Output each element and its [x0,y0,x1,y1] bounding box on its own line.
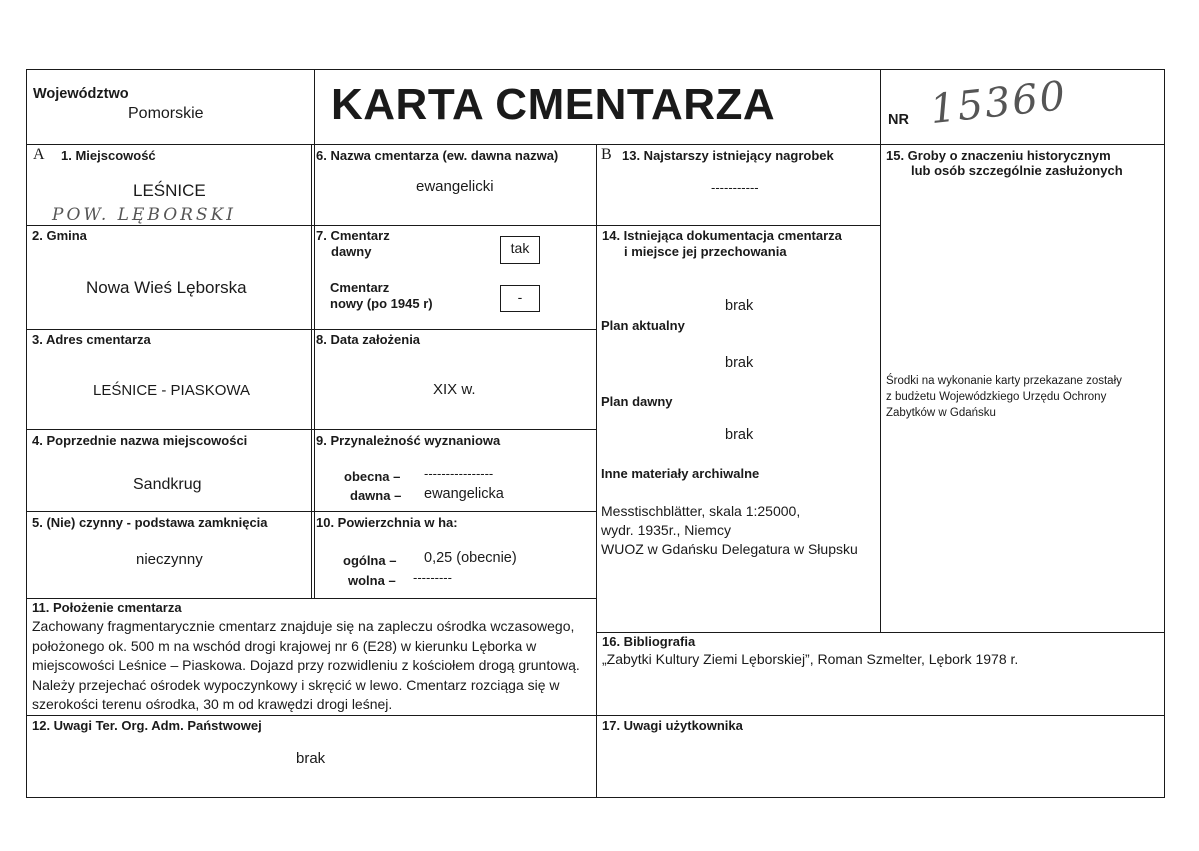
field-17-label: 17. Uwagi użytkownika [602,718,743,733]
field-7-dawny-label: dawny [331,244,372,259]
field-14-label-2: i miejsce jej przechowania [624,244,787,259]
field-1-handwritten-note: POW. LĘBORSKI [52,205,236,225]
field-11-line: szerokości terenu ośrodka, 30 m od krawędzi drogi leśnej. [32,696,393,712]
field-8-value: XIX w. [433,381,476,398]
funding-note-line: Zabytków w Gdańsku [886,407,996,419]
field-8-label: 8. Data założenia [316,332,421,347]
nr-label: NR [888,112,909,128]
inne-materialy-line: WUOZ w Gdańsku Delegatura w Słupsku [601,541,858,557]
field-7-nowy-label-2: nowy (po 1945 r) [330,296,433,311]
field-5-label: 5. (Nie) czynny - podstawa zamknięcia [32,515,268,530]
field-11-line: miejscowości Leśnice – Piaskowa. Dojazd przy rozwidleniu z kościołem drogą gruntową. [32,657,580,673]
page-title: KARTA CMENTARZA [331,80,776,129]
field-9-dawna-label: dawna – [350,488,402,503]
field-15-label-1: 15. Groby o znaczeniu historycznym [886,148,1111,163]
field-2-label: 2. Gmina [32,228,87,243]
field-3-label: 3. Adres cmentarza [32,332,151,347]
funding-note-line: Środki na wykonanie karty przekazane zostały [886,375,1122,387]
field-5-value: nieczynny [136,551,203,568]
field-16-label: 16. Bibliografia [602,634,696,649]
inne-materialy-label: Inne materiały archiwalne [601,466,760,481]
field-10-ogolna-label: ogólna – [343,553,397,568]
field-3-value: LEŚNICE - PIASKOWA [93,382,250,399]
field-6-value: ewangelicki [416,178,494,195]
field-12-label: 12. Uwagi Ter. Org. Adm. Państwowej [32,718,262,733]
field-9-dawna-value: ewangelicka [424,486,504,502]
field-11-text [32,617,592,715]
field-6-label: 6. Nazwa cmentarza (ew. dawna nazwa) [316,148,559,163]
plan-aktualny-label: Plan aktualny [601,318,685,333]
field-9-label: 9. Przynależność wyznaniowa [316,433,501,448]
field-7-dawny-value: tak [500,236,540,264]
section-a-marker: A [33,146,45,163]
field-10-label: 10. Powierzchnia w ha: [316,515,458,530]
field-11-line: Zachowany fragmentarycznie cmentarz znajduje się na zapleczu ośrodka wczasowego, [32,618,575,634]
field-16-value: „Zabytki Kultury Ziemi Lęborskiej”, Roman Szmelter, Lębork 1978 r. [602,651,1019,667]
field-10-wolna-value: --------- [413,570,452,585]
inne-materialy-line: wydr. 1935r., Niemcy [601,522,731,538]
field-2-value: Nowa Wieś Lęborska [86,278,247,297]
field-4-value: Sandkrug [133,476,202,493]
field-7-label: 7. Cmentarz [316,228,390,243]
plan-aktualny-value: brak [725,355,754,371]
field-7-nowy-label-1: Cmentarz [330,280,390,295]
field-13-value: ----------- [711,180,759,195]
field-11-line: położonego ok. 500 m na wschód drogi krajowej nr 6 (E28) w kierunku Lęborka w [32,637,537,654]
field-7-nowy-value: - [500,285,540,312]
plan-dawny-label: Plan dawny [601,394,673,409]
field-12-value: brak [296,750,326,767]
field-4-label: 4. Poprzednie nazwa miejscowości [32,433,248,448]
plan-dawny-value: brak [725,427,754,443]
field-10-wolna-label: wolna – [348,573,396,588]
field-9-obecna-value: ---------------- [424,466,494,481]
funding-note-line: z budżetu Wojewódzkiego Urzędu Ochrony [886,391,1107,403]
section-b-marker: B [601,146,612,163]
field-10-ogolna-value: 0,25 (obecnie) [424,550,517,566]
field-11-label: 11. Położenie cmentarza [32,600,182,615]
wojewodztwo-value: Pomorskie [128,105,204,122]
funding-note [886,373,1122,421]
field-9-obecna-label: obecna – [344,469,401,484]
nr-value: 15360 [927,72,1070,134]
field-1-value: LEŚNICE [133,181,206,200]
field-13-label: 13. Najstarszy istniejący nagrobek [622,148,834,163]
field-14-label-1: 14. Istniejąca dokumentacja cmentarza [602,228,842,243]
inne-materialy-text [601,502,858,559]
field-11-line: Należy przejechać ośrodek wypoczynkowy i skręcić w lewo. Cmentarz rozciąga się w [32,676,560,693]
wojewodztwo-label: Województwo [33,86,129,102]
inne-materialy-line: Messtischblätter, skala 1:25000, [601,503,801,519]
field-1-label: 1. Miejscowość [61,148,156,163]
field-14-value: brak [725,298,754,314]
field-15-label-2: lub osób szczególnie zasłużonych [911,163,1123,178]
